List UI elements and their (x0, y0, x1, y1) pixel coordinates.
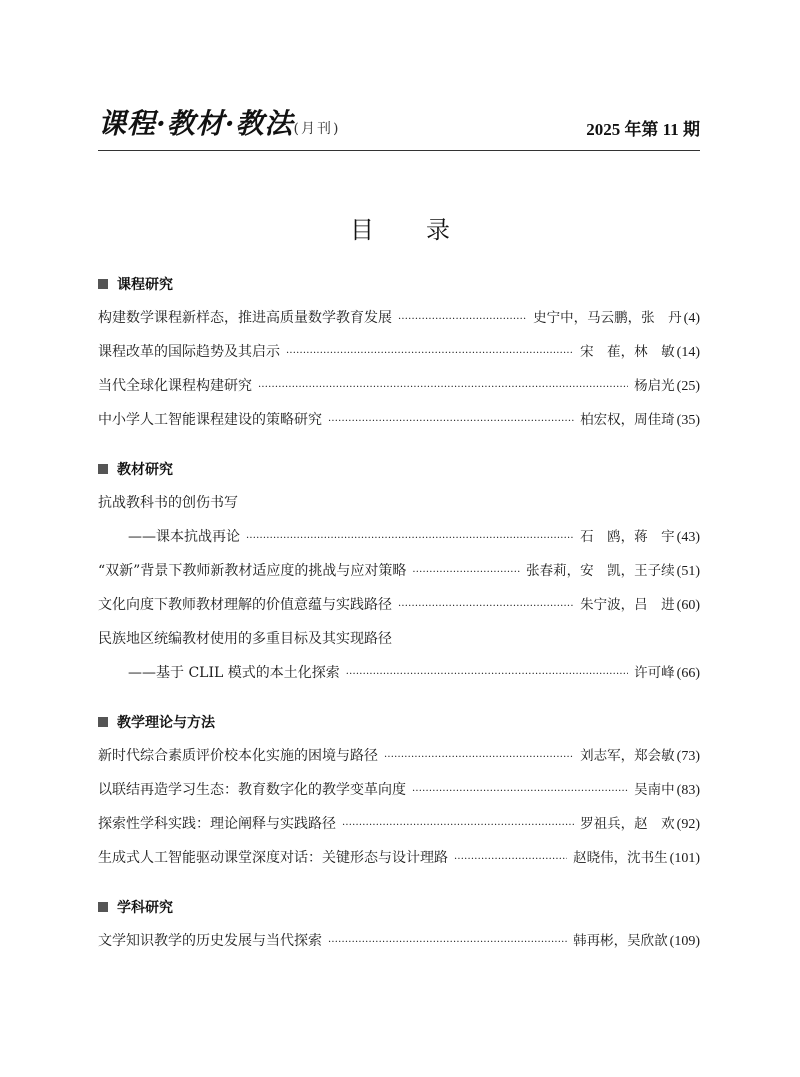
section-curriculum (98, 273, 700, 437)
entry-title[interactable]: 中小学人工智能课程建设的策略研究 (98, 412, 322, 428)
entry-page: (101) (669, 851, 700, 866)
section-heading-text: 教学理论与方法 (117, 715, 215, 731)
toc-entry[interactable] (98, 739, 700, 773)
toc-entry[interactable] (98, 622, 700, 656)
leader-dots (398, 303, 527, 337)
entry-title[interactable]: 生成式人工智能驱动课堂深度对话：关键形态与设计理路 (98, 850, 448, 866)
leader-dots (412, 775, 628, 809)
section-heading-text: 教材研究 (117, 462, 173, 478)
entry-page: (60) (676, 598, 700, 613)
toc-entry[interactable] (98, 807, 700, 841)
toc-entry[interactable] (98, 773, 700, 807)
square-bullet-icon (98, 279, 108, 289)
entry-title[interactable]: 探索性学科实践：理论阐释与实践路径 (98, 816, 336, 832)
entry-authors: 张春莉，安 凯，王子续 (526, 563, 675, 579)
section-heading (98, 458, 700, 480)
square-bullet-icon (98, 902, 108, 912)
entry-title[interactable]: 以联结再造学习生态：教育数字化的教学变革向度 (98, 782, 406, 798)
entry-authors: 史宁中，马云鹏，张 丹 (533, 310, 682, 326)
section-heading-text: 学科研究 (117, 900, 173, 916)
leader-dots (258, 371, 628, 405)
entry-subtitle[interactable]: ——基于 CLIL 模式的本土化探索 (128, 665, 340, 681)
journal-header (98, 107, 700, 151)
entry-page: (35) (676, 413, 700, 428)
entry-authors: 柏宏权，周佳琦 (580, 412, 675, 428)
entry-subtitle[interactable]: ——课本抗战再论 (128, 529, 240, 545)
entry-page: (51) (676, 564, 700, 579)
toc-entry[interactable] (98, 486, 700, 520)
section-teaching-theory (98, 711, 700, 875)
entry-authors: 朱宁波，吕 进 (580, 597, 675, 613)
entry-title[interactable]: “双新”背景下教师新教材适应度的挑战与应对策略 (98, 563, 407, 579)
leader-dots (246, 522, 574, 556)
entry-authors: 罗祖兵，赵 欢 (580, 816, 675, 832)
square-bullet-icon (98, 717, 108, 727)
issue-number: 2025 年第 11 期 (586, 120, 700, 139)
entry-authors: 赵晓伟，沈书生 (573, 850, 668, 866)
section-heading-text: 课程研究 (117, 277, 173, 293)
leader-dots (454, 843, 567, 877)
leader-dots (398, 590, 574, 624)
entry-page: (92) (676, 817, 700, 832)
entry-title[interactable]: 文学知识教学的历史发展与当代探索 (98, 933, 322, 949)
leader-dots (328, 926, 567, 960)
toc-entry[interactable] (98, 924, 700, 958)
journal-masthead (98, 102, 340, 142)
toc-title: 目录 (350, 216, 502, 244)
leader-dots (346, 658, 628, 692)
toc-entry-subtitle[interactable] (98, 656, 700, 690)
leader-dots (384, 741, 574, 775)
section-heading (98, 711, 700, 733)
section-textbook (98, 458, 700, 690)
entry-title[interactable]: 民族地区统编教材使用的多重目标及其实现路径 (98, 631, 392, 647)
section-subject (98, 896, 700, 958)
toc-entry[interactable] (98, 335, 700, 369)
entry-authors: 吴南中 (634, 782, 675, 798)
toc-entry[interactable] (98, 588, 700, 622)
entry-title[interactable]: 课程改革的国际趋势及其启示 (98, 344, 280, 360)
entry-page: (14) (676, 345, 700, 360)
toc-entry[interactable] (98, 301, 700, 335)
entry-page: (109) (669, 934, 700, 949)
entry-page: (25) (676, 379, 700, 394)
entry-authors: 许可峰 (634, 665, 675, 681)
leader-dots (342, 809, 574, 843)
section-heading (98, 896, 700, 918)
section-heading (98, 273, 700, 295)
entry-authors: 宋 萑，林 敏 (580, 344, 675, 360)
leader-dots (412, 556, 520, 590)
leader-dots (286, 337, 574, 371)
toc-entry[interactable] (98, 369, 700, 403)
entry-page: (66) (676, 666, 700, 681)
toc-entry[interactable] (98, 403, 700, 437)
entry-page: (73) (676, 749, 700, 764)
leader-dots (328, 405, 574, 439)
entry-title[interactable]: 新时代综合素质评价校本化实施的困境与路径 (98, 748, 378, 764)
entry-title[interactable]: 文化向度下教师教材理解的价值意蕴与实践路径 (98, 597, 392, 613)
entry-title[interactable]: 构建数学课程新样态，推进高质量数学教育发展 (98, 310, 392, 326)
entry-authors: 石 鸥，蒋 宇 (580, 529, 675, 545)
journal-frequency: (月刊) (293, 121, 341, 137)
journal-name: 课程·教材·教法 (98, 107, 294, 140)
entry-authors: 杨启光 (634, 378, 675, 394)
entry-page: (43) (676, 530, 700, 545)
entry-title[interactable]: 抗战教科书的创伤书写 (98, 495, 238, 511)
toc-entry-subtitle[interactable] (98, 520, 700, 554)
square-bullet-icon (98, 464, 108, 474)
entry-authors: 韩再彬，吴欣歆 (573, 933, 668, 949)
entry-title[interactable]: 当代全球化课程构建研究 (98, 378, 252, 394)
toc-entry[interactable] (98, 841, 700, 875)
toc-entry[interactable] (98, 554, 700, 588)
entry-page: (4) (683, 311, 700, 326)
entry-authors: 刘志军，郑会敏 (580, 748, 675, 764)
entry-page: (83) (676, 783, 700, 798)
